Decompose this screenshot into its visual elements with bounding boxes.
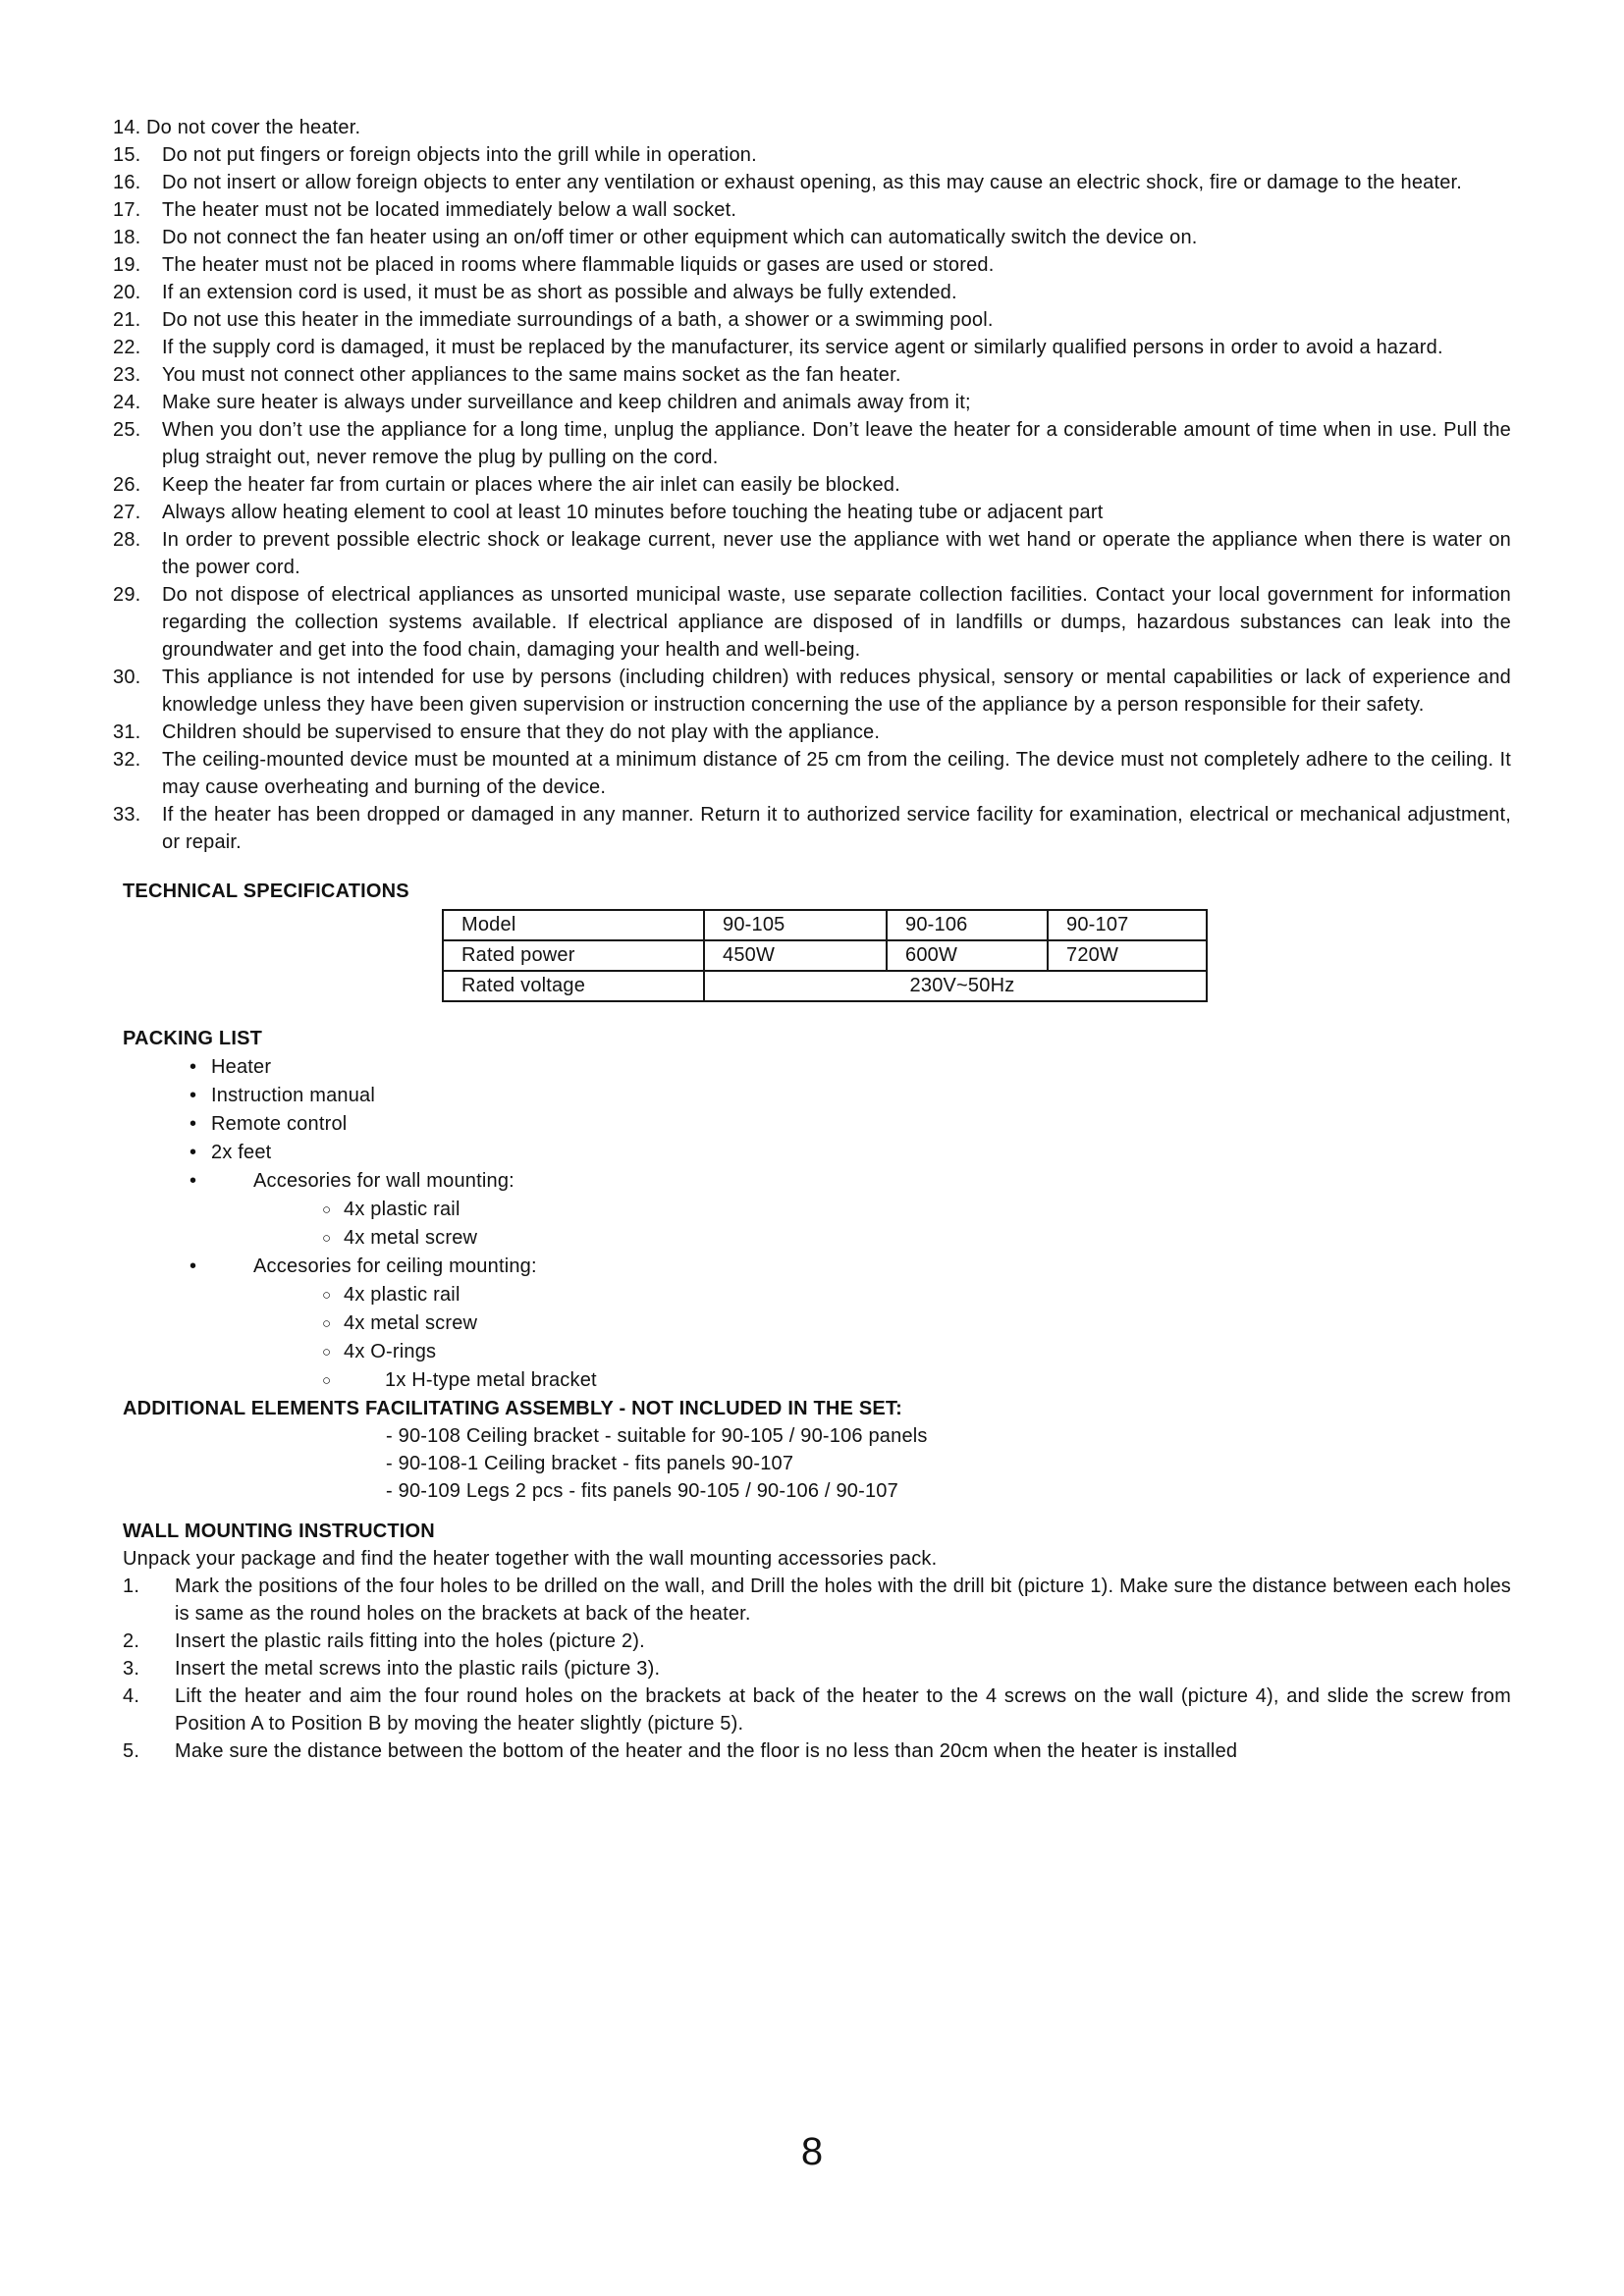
item-text: In order to prevent possible electric shock or leakage current, never use the appliance with wet hand or operate the appliance when there is water on the power cord. [162,529,1511,578]
page-content [113,114,1511,1765]
technical-specifications-heading: TECHNICAL SPECIFICATIONS [123,881,409,902]
item-text: If the supply cord is damaged, it must be replaced by the manufacturer, its service agent or similarly qualified persons in order to avoid a hazard. [162,337,1443,358]
item-number: 23. [113,364,141,386]
item-number: 15. [113,144,141,166]
spec-value: 90-105 [704,910,887,940]
item-text: The heater must not be located immediately below a wall socket. [162,199,737,221]
item-number: 31. [113,721,141,743]
item-text: When you don’t use the appliance for a long time, unplug the appliance. Don’t leave the heater for a considerable amount of time when in use. Pull the plug straight out, never remove the plug by pulling on the cord. [162,419,1511,468]
list-item: - 90-108-1 Ceiling bracket - fits panels 90-107 [386,1453,794,1474]
additional-elements-list [113,1422,1511,1505]
safety-item [113,499,1511,526]
item-number: 24. [113,392,141,413]
packing-list [113,1053,1511,1395]
safety-item [113,526,1511,581]
item-number: 27. [113,502,141,523]
step-item [113,1737,1511,1765]
table-row [443,971,1207,1001]
spec-label: Rated power [443,940,704,971]
safety-item [113,471,1511,499]
safety-item [113,306,1511,334]
step-number: 2. [123,1630,140,1652]
list-item [113,1196,1511,1224]
safety-item [113,169,1511,196]
item-text: Remote control [211,1113,348,1135]
item-number: 25. [113,419,141,441]
safety-item [113,251,1511,279]
item-number: 29. [113,584,141,606]
item-number: 16. [113,172,141,193]
step-item [113,1573,1511,1628]
bullet-icon: • [189,1170,197,1192]
item-text: Heater [211,1056,272,1078]
spec-value: 450W [704,940,887,971]
item-number: 14. [113,117,141,138]
safety-item [113,581,1511,664]
item-number: 22. [113,337,141,358]
additional-elements-heading: ADDITIONAL ELEMENTS FACILITATING ASSEMBLY - NOT INCLUDED IN THE SET: [123,1398,902,1419]
safety-item [113,416,1511,471]
item-text: The ceiling-mounted device must be mounted at a minimum distance of 25 cm from the ceiling. The device must not completely adhere to the ceiling. It may cause overheating and burning of the device. [162,749,1511,798]
list-item [113,1366,1511,1395]
item-number: 21. [113,309,141,331]
item-text: Do not cover the heater. [146,117,361,138]
safety-item [113,746,1511,801]
circle-bullet-icon: ○ [322,1372,332,1389]
spec-value: 720W [1048,940,1207,971]
safety-item [113,389,1511,416]
step-item [113,1655,1511,1682]
item-text: Do not dispose of electrical appliances as unsorted municipal waste, use separate collection facilities. Contact your local government for information regarding the collection systems available. If electrical appliance are disposed of in landfills or dumps, hazardous substances can leak into the groundwater and get into the food chain, damaging your health and well-being. [162,584,1511,661]
item-text: This appliance is not intended for use by persons (including children) with reduces physical, sensory or mental capabilities or lack of experience and knowledge unless they have been given supervision or instruction concerning the use of the appliance by a person responsible for their safety. [162,667,1511,716]
item-text: Keep the heater far from curtain or places where the air inlet can easily be blocked. [162,474,900,496]
item-text: 2x feet [211,1142,272,1163]
circle-bullet-icon: ○ [322,1344,332,1361]
bullet-icon: • [189,1255,197,1277]
wall-mounting-steps [113,1573,1511,1765]
list-item [113,1053,1511,1082]
item-number: 28. [113,529,141,551]
spec-value-merged: 230V~50Hz [704,971,1207,1001]
item-number: 20. [113,282,141,303]
safety-item [113,141,1511,169]
list-item: - 90-109 Legs 2 pcs - fits panels 90-105 / 90-106 / 90-107 [386,1480,898,1502]
item-text: 4x metal screw [344,1227,478,1249]
bullet-icon: • [189,1056,197,1078]
step-number: 1. [123,1575,140,1597]
item-text: Do not connect the fan heater using an on/off timer or other equipment which can automatically switch the device on. [162,227,1198,248]
list-item [113,1338,1511,1366]
step-text: Mark the positions of the four holes to be drilled on the wall, and Drill the holes with the drill bit (picture 1). Make sure the distance between each holes is same as the round holes on the brackets at back of the heater. [175,1575,1511,1625]
list-item [113,1224,1511,1253]
list-item [113,1309,1511,1338]
circle-bullet-icon: ○ [322,1287,332,1304]
item-number: 17. [113,199,141,221]
item-text: Accesories for ceiling mounting: [253,1255,537,1277]
step-item [113,1682,1511,1737]
item-text: The heater must not be placed in rooms where flammable liquids or gases are used or stored. [162,254,995,276]
step-text: Insert the plastic rails fitting into the holes (picture 2). [175,1630,645,1652]
safety-item [113,224,1511,251]
safety-item [113,361,1511,389]
step-number: 3. [123,1658,140,1680]
table-row [443,940,1207,971]
circle-bullet-icon: ○ [322,1201,332,1218]
safety-item [113,334,1511,361]
step-text: Make sure the distance between the bottom of the heater and the floor is no less than 20cm when the heater is installed [175,1740,1238,1762]
wall-mounting-heading: WALL MOUNTING INSTRUCTION [123,1521,435,1542]
spec-value: 90-107 [1048,910,1207,940]
bullet-icon: • [189,1113,197,1135]
circle-bullet-icon: ○ [322,1315,332,1332]
list-item: - 90-108 Ceiling bracket - suitable for 90-105 / 90-106 panels [386,1425,928,1447]
item-text: 4x plastic rail [344,1199,460,1220]
list-item [113,1167,1511,1196]
spec-label: Model [443,910,704,940]
safety-item [113,196,1511,224]
table-row [443,910,1207,940]
list-item [113,1281,1511,1309]
safety-item [113,719,1511,746]
item-text: Always allow heating element to cool at least 10 minutes before touching the heating tube or adjacent part [162,502,1104,523]
item-text: Instruction manual [211,1085,376,1106]
item-text: 1x H-type metal bracket [385,1369,597,1391]
specifications-table [442,909,1208,1002]
step-number: 5. [123,1740,140,1762]
list-item [113,1110,1511,1139]
item-text: Make sure heater is always under surveillance and keep children and animals away from it; [162,392,971,413]
item-text: 4x plastic rail [344,1284,460,1306]
step-item [113,1628,1511,1655]
bullet-icon: • [189,1142,197,1163]
item-text: Accesories for wall mounting: [253,1170,514,1192]
item-number: 33. [113,804,141,826]
page-number: 8 [800,2130,824,2173]
safety-list [113,114,1511,856]
list-item [113,1253,1511,1281]
wall-mounting-intro: Unpack your package and find the heater together with the wall mounting accessories pack. [123,1548,938,1570]
item-text: Do not put fingers or foreign objects into the grill while in operation. [162,144,757,166]
packing-list-heading: PACKING LIST [123,1028,263,1049]
item-text: If an extension cord is used, it must be as short as possible and always be fully extended. [162,282,957,303]
item-text: Do not use this heater in the immediate surroundings of a bath, a shower or a swimming pool. [162,309,994,331]
item-text: You must not connect other appliances to the same mains socket as the fan heater. [162,364,901,386]
list-item [113,1139,1511,1167]
item-text: If the heater has been dropped or damaged in any manner. Return it to authorized service facility for examination, electrical or mechanical adjustment, or repair. [162,804,1511,853]
item-text: Children should be supervised to ensure that they do not play with the appliance. [162,721,881,743]
bullet-icon: • [189,1085,197,1106]
item-number: 18. [113,227,141,248]
item-text: Do not insert or allow foreign objects to enter any ventilation or exhaust opening, as this may cause an electric shock, fire or damage to the heater. [162,172,1463,193]
safety-item [113,664,1511,719]
item-text: 4x metal screw [344,1312,478,1334]
item-number: 19. [113,254,141,276]
item-number: 32. [113,749,141,771]
spec-label: Rated voltage [443,971,704,1001]
step-text: Insert the metal screws into the plastic rails (picture 3). [175,1658,661,1680]
circle-bullet-icon: ○ [322,1230,332,1247]
step-number: 4. [123,1685,140,1707]
spec-value: 90-106 [887,910,1048,940]
step-text: Lift the heater and aim the four round holes on the brackets at back of the heater to the 4 screws on the wall (picture 4), and slide the screw from Position A to Position B by moving the heater slightly (picture 5). [175,1685,1511,1735]
item-text: 4x O-rings [344,1341,437,1362]
spec-value: 600W [887,940,1048,971]
item-number: 30. [113,667,141,688]
safety-item [113,801,1511,856]
item-number: 26. [113,474,141,496]
safety-item [113,114,1511,141]
safety-item [113,279,1511,306]
list-item [113,1082,1511,1110]
